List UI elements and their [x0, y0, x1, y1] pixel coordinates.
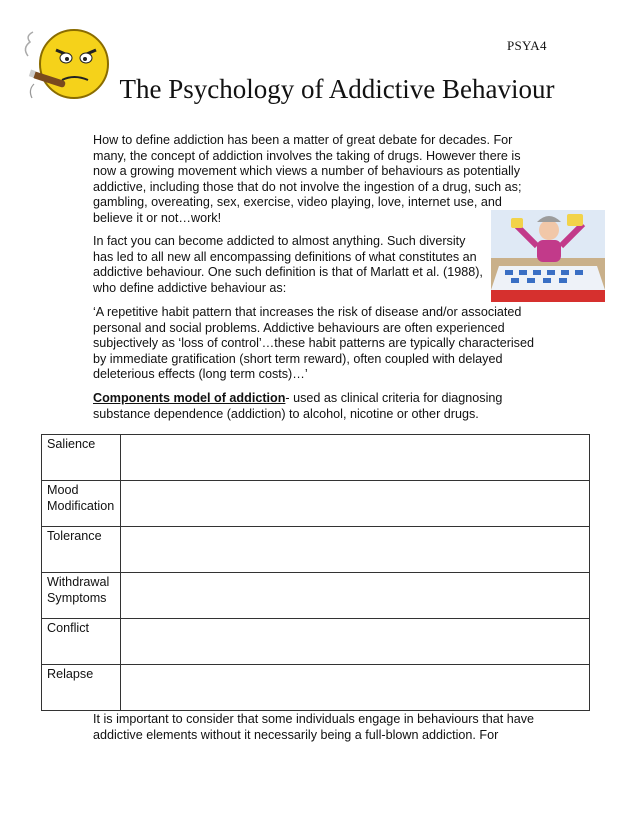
intro-paragraph: How to define addiction has been a matter of great debate for decades. For many, the concept of addiction involves the taking of drugs. However there is now a growing movement which views a number of behaviours as potentially addictive, including those that do not involve the ingestion of a drug, such as; gambling, overeating, sex, exercise, video playing, love, internet use, and believe it or not…work! [93, 133, 522, 225]
quote-paragraph: ‘A repetitive habit pattern that increases the risk of disease and/or associated personal and social problems. Addictive behaviours are often experienced subjectively as ‘loss of control’…these habit patterns are typically characterised by immediate gratification (short term reward), often coupled with delayed deleterious effects (long term costs)…’ [93, 305, 534, 381]
component-answer-cell[interactable] [121, 527, 590, 573]
table-row [42, 573, 590, 619]
components-table [41, 434, 590, 711]
table-row [42, 665, 590, 711]
table-row [42, 619, 590, 665]
component-label: Mood Modification [42, 481, 121, 527]
component-label: Tolerance [42, 527, 121, 573]
diversity-paragraph: In fact you can become addicted to almost anything. Such diversity has led to all new all encompassing definitions of what constitutes an addictive behaviour. One such definition is that of Marlatt et al. (1988), who define addictive behaviour as: [93, 234, 483, 295]
components-description: - used as clinical criteria for diagnosing substance dependence (addiction) to alcohol, nicotine or other drugs. [93, 391, 503, 421]
course-code: PSYA4 [507, 38, 547, 53]
bingo-player-icon [491, 210, 605, 302]
component-label: Salience [42, 435, 121, 481]
component-label: Relapse [42, 665, 121, 711]
table-row [42, 435, 590, 481]
components-paragraph [93, 391, 543, 422]
component-label: Withdrawal Symptoms [42, 573, 121, 619]
closing-paragraph: It is important to consider that some individuals engage in behaviours that have addictive elements without it necessarily being a full-blown addiction. For [93, 712, 535, 742]
component-answer-cell[interactable] [121, 573, 590, 619]
component-answer-cell[interactable] [121, 619, 590, 665]
component-label: Conflict [42, 619, 121, 665]
component-answer-cell[interactable] [121, 481, 590, 527]
page-title: The Psychology of Addictive Behaviour [119, 74, 555, 104]
component-answer-cell[interactable] [121, 435, 590, 481]
table-row [42, 527, 590, 573]
components-heading: Components model of addiction [93, 391, 286, 405]
component-answer-cell[interactable] [121, 665, 590, 711]
table-row [42, 481, 590, 527]
